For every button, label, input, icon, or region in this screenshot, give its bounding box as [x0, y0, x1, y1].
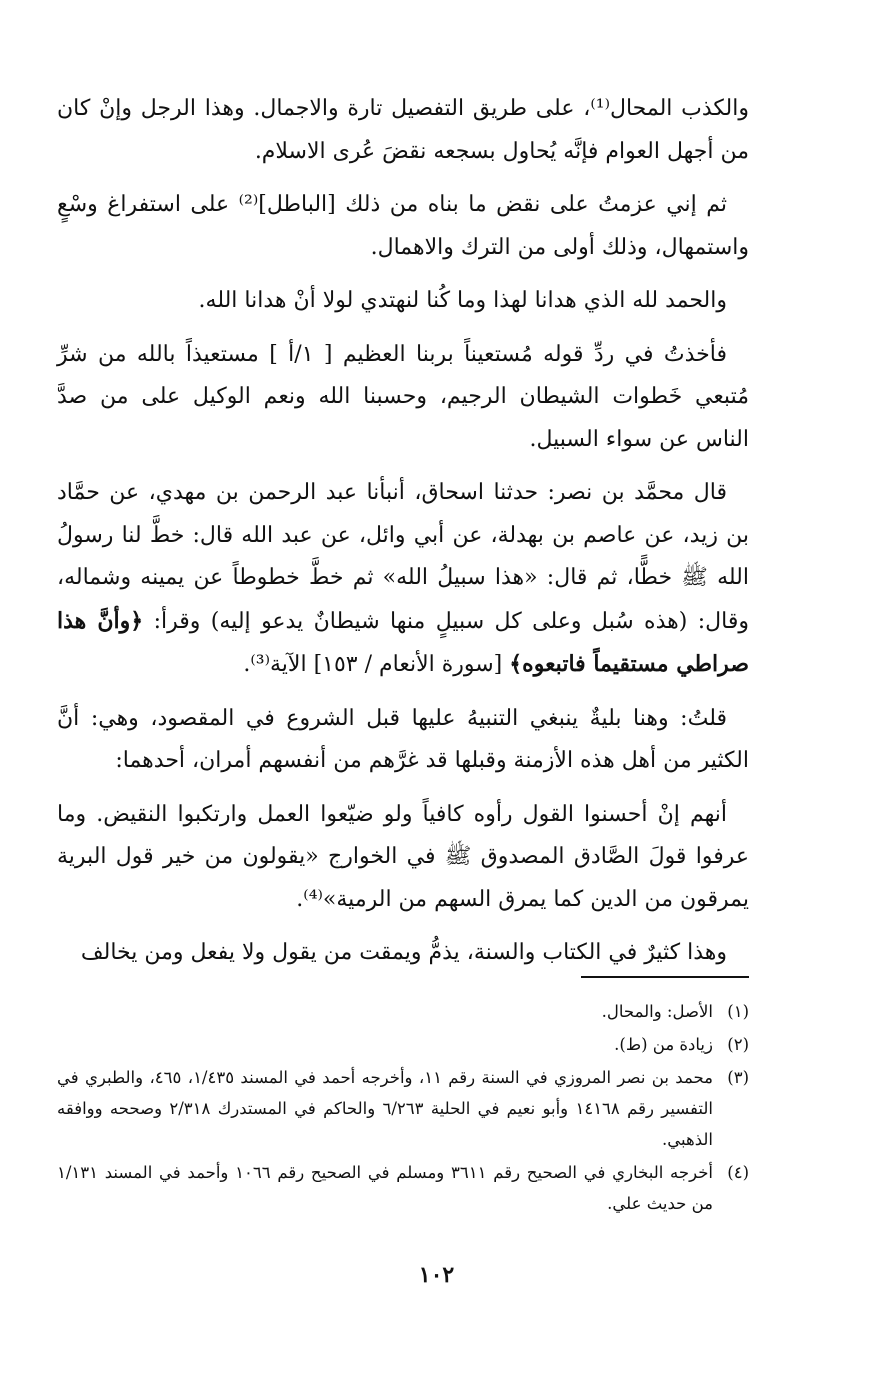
- paragraph-7: [57, 794, 749, 922]
- paragraph-6: [57, 698, 749, 783]
- paragraph-5: [57, 472, 749, 687]
- footnote-divider: [581, 976, 749, 978]
- paragraph-8: [57, 932, 749, 975]
- paragraph-2: [57, 184, 749, 269]
- footnote-number: (٢): [727, 1035, 749, 1054]
- paragraph-2-text: ثم إني عزمتُ على نقض ما بناه من ذلك [الباطل]⁽²⁾ على استفراغ وسْعٍ واستمهال، وذلك أولى من الترك والاهمال.: [57, 192, 749, 260]
- page-number: ١٠٢: [418, 1262, 455, 1288]
- paragraph-3: [57, 280, 749, 323]
- footnote-3: [57, 1062, 749, 1155]
- paragraph-1: [57, 88, 749, 173]
- quran-verse: ﴿وأنَّ هذا صراطي مستقيماً فاتبعوه﴾: [57, 607, 749, 677]
- footnote-4: [57, 1157, 749, 1219]
- main-text: [57, 88, 749, 986]
- footnote-text: أخرجه البخاري في الصحيح رقم ٣٦١١ ومسلم في الصحيح رقم ١٠٦٦ وأحمد في المسند ١/١٣١ من حديث علي.: [57, 1163, 713, 1213]
- paragraph-4-text: فأخذتُ في ردِّ قوله مُستعيناً بربنا العظيم [ ١/أ ] مستعيذاً بالله من شرِّ مُتبعي خَطوات الشيطان الرجيم، وحسبنا الله ونعم الوكيل على من صدَّ الناس عن سواء السبيل.: [57, 341, 749, 452]
- paragraph-1-text: والكذب المحال⁽¹⁾، على طريق التفصيل تارة والاجمال. وهذا الرجل وإنْ كان من أجهل العوام فإنَّه يُحاول بسجعه نقضَ عُرى الاسلام.: [57, 96, 749, 164]
- footnote-2: [57, 1029, 749, 1060]
- footnote-number: (٤): [727, 1163, 749, 1182]
- footnote-text: محمد بن نصر المروزي في السنة رقم ١١، وأخرجه أحمد في المسند ١/٤٣٥، ٤٦٥، والطبري في التفسير رقم ١٤١٦٨ وأبو نعيم في الحلية ٦/٢٦٣ والحاكم في المستدرك ٢/٣١٨ وصححه ووافقه الذهبي.: [57, 1068, 713, 1149]
- paragraph-6-text: قلتُ: وهنا بليةٌ ينبغي التنبيهُ عليها قبل الشروع في المقصود، وهي: أنَّ الكثير من أهل هذه الأزمنة وقبلها قد غرَّهم من أنفسهم أمران، أحدهما:: [57, 705, 749, 773]
- paragraph-3-text: والحمد لله الذي هدانا لهذا وما كُنا لنهتدي لولا أنْ هدانا الله.: [198, 288, 727, 313]
- footnote-number: (٣): [727, 1068, 749, 1087]
- paragraph-7-text: أنهم إنْ أحسنوا القول رأوه كافياً ولو ضيّعوا العمل وارتكبوا النقيض. وما عرفوا قولَ الصَّادق المصدوق ﷺ في الخوارج «يقولون من خير قول البرية يمرقون من الدين كما يمرق السهم من الرمية»⁽⁴⁾.: [57, 801, 749, 912]
- footnote-text: الأصل: والمحال.: [601, 1002, 713, 1021]
- footnote-number: (١): [727, 1002, 749, 1021]
- paragraph-8-text: وهذا كثيرٌ في الكتاب والسنة، يذمُّ ويمقت من يقول ولا يفعل ومن يخالف: [80, 940, 727, 965]
- footnote-1: [57, 996, 749, 1027]
- paragraph-4: [57, 334, 749, 462]
- paragraph-5-after: [سورة الأنعام / ١٥٣] الآية⁽³⁾.: [243, 652, 503, 677]
- footnotes: [57, 996, 749, 1221]
- footnote-text: زيادة من (ط).: [614, 1035, 713, 1054]
- paragraph-5-text: قال محمَّد بن نصر: حدثنا اسحاق، أنبأنا عبد الرحمن بن مهدي، عن حمَّاد بن زيد، عن عاصم بن بهدلة، عن أبي وائل، عن عبد الله قال: خطَّ لنا رسولُ الله ﷺ خطًّا، ثم قال: «هذا سبيلُ الله» ثم خطَّ خطوطاً عن يمينه وشماله، وقال: (هذه سُبل وعلى كل سبيلٍ منها شيطانٌ يدعو إليه) وقرأ:: [57, 480, 749, 634]
